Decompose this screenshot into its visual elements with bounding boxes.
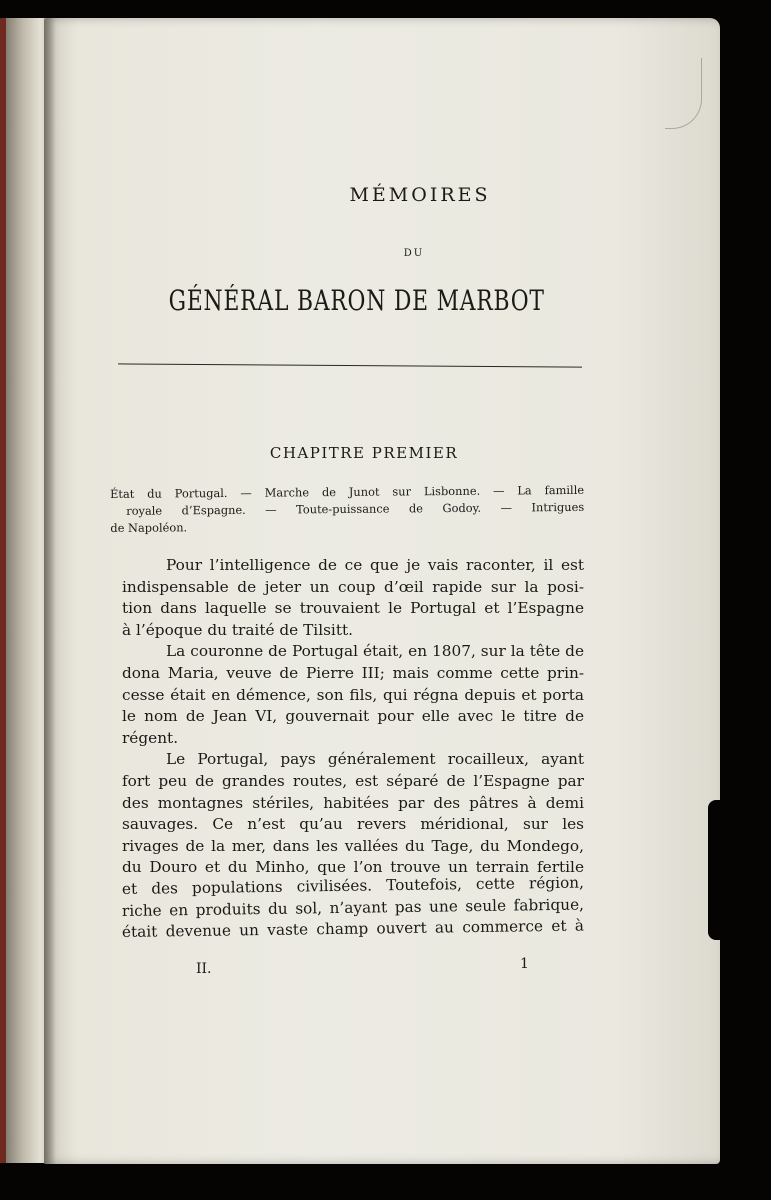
body-line: régent.: [122, 728, 179, 747]
book-title-memoires: MÉMOIRES: [349, 184, 491, 206]
body-line: dona Maria, veuve de Pierre III; mais comme cette prin-: [122, 663, 584, 682]
body-line: cesse était en démence, son fils, qui régna depuis et porta: [122, 685, 584, 704]
body-line: La couronne de Portugal était, en 1807, sur la tête de: [166, 642, 584, 661]
body-line: indispensable de jeter un coup d’œil rapide sur la posi-: [122, 577, 584, 596]
body-line: à l’époque du traité de Tilsitt.: [122, 620, 353, 639]
body-line: le nom de Jean VI, gouvernait pour elle avec le titre de: [122, 707, 584, 726]
body-line: et des populations civilisées. Toutefois, cette région,: [121, 873, 585, 898]
body-line: des montagnes stériles, habitées par des pâtres à demi: [122, 793, 584, 812]
body-line: fort peu de grandes routes, est séparé de l’Espagne par: [122, 771, 584, 790]
book-title-du: DU: [403, 248, 425, 259]
body-line: Pour l’intelligence de ce que je vais raconter, il est: [166, 556, 584, 574]
body-line: riche en produits du sol, n’ayant pas une seule fabrique,: [121, 895, 585, 920]
book-title-author: GÉNÉRAL BARON DE MARBOT: [168, 284, 545, 317]
chapter-heading: CHAPITRE PREMIER: [269, 444, 459, 462]
left-page-edge: [0, 18, 50, 1163]
summary-line: royale d’Espagne. — Toute-puissance de Godoy. — Intrigues: [126, 499, 585, 518]
page-tear: [708, 800, 722, 940]
body-line: tion dans laquelle se trouvaient le Portugal et l’Espagne: [122, 599, 584, 618]
page-gutter-shadow: [44, 18, 56, 1164]
body-line: sauvages. Ce n’est qu’au revers méridional, sur les: [122, 815, 584, 834]
summary-line: de Napoléon.: [110, 520, 188, 535]
page-number: 1: [520, 956, 529, 972]
title-rule: [118, 363, 582, 367]
body-line: était devenue un vaste champ ouvert au commerce et à: [121, 916, 585, 942]
body-line: du Douro et du Minho, que l’on trouve un terrain fertile: [122, 858, 584, 877]
chapter-summary: [110, 482, 584, 537]
book-page: [44, 18, 720, 1164]
body-text: [122, 555, 584, 944]
signature-mark: II.: [196, 961, 212, 977]
body-line: Le Portugal, pays généralement rocailleux, ayant: [166, 750, 584, 769]
page-fold-mark: [665, 58, 702, 129]
summary-line: État du Portugal. — Marche de Junot sur Lisbonne. — La famille: [110, 482, 585, 501]
book-cover-edge: [0, 18, 6, 1163]
body-line: rivages de la mer, dans les vallées du Tage, du Mondego,: [122, 836, 584, 855]
